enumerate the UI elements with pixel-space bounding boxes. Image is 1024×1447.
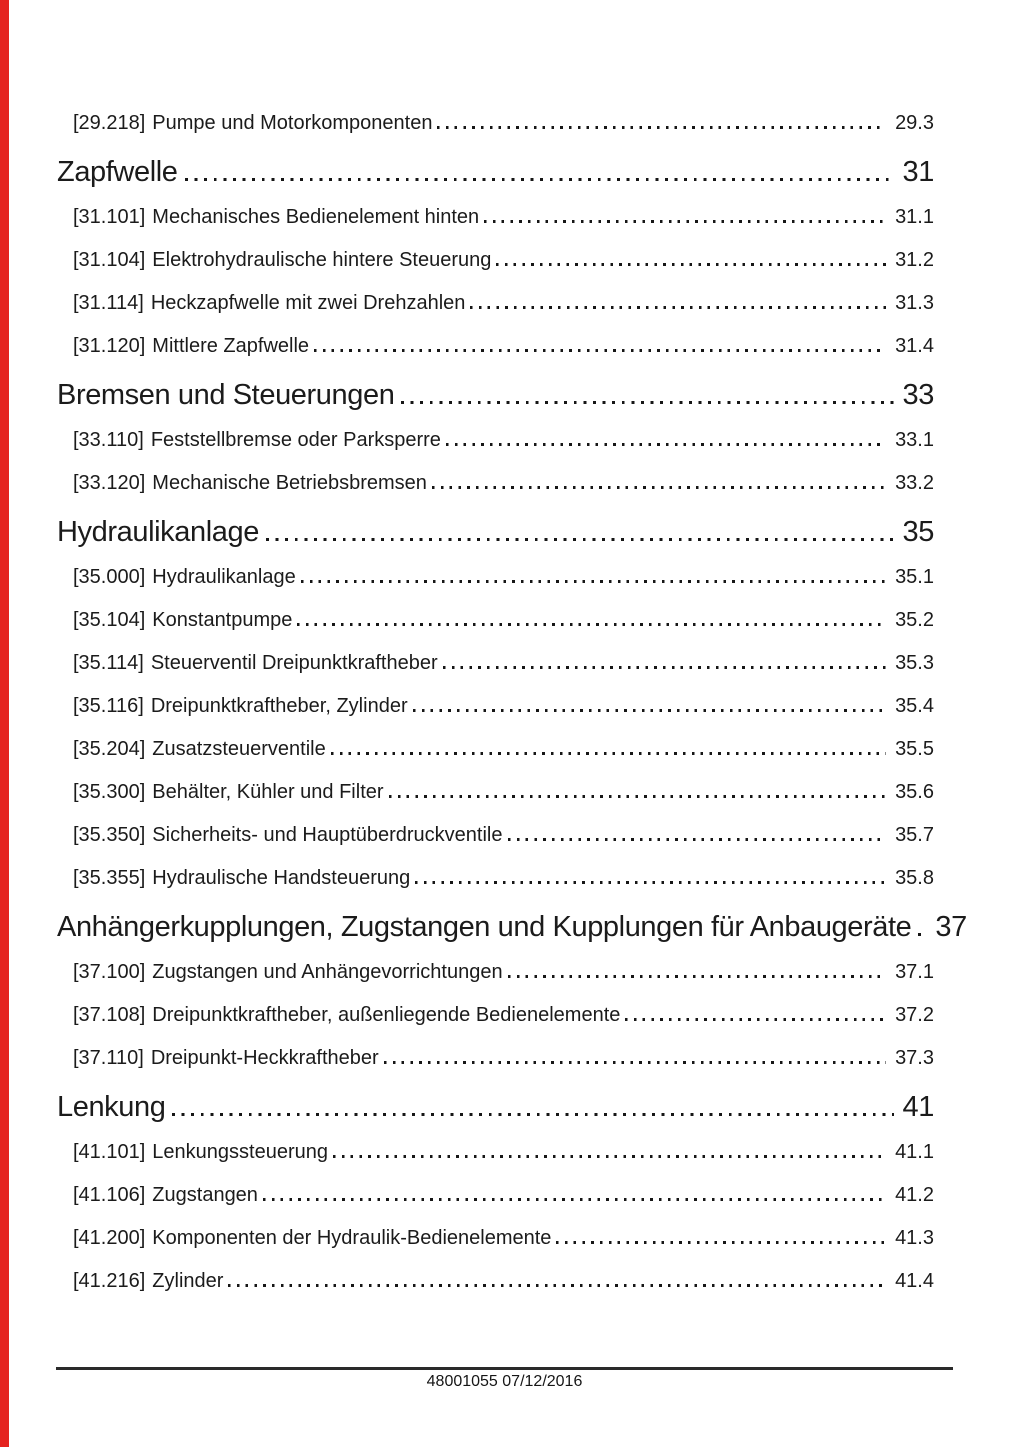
toc-entry-code: [37.108] <box>73 1004 146 1026</box>
toc-entry-row <box>57 824 934 846</box>
toc-leader-dots <box>470 306 886 309</box>
toc-row-label <box>73 824 503 846</box>
toc-chapter-row <box>57 910 967 944</box>
toc-entry-code: [41.200] <box>73 1227 146 1249</box>
toc-row-label <box>73 652 438 674</box>
toc-entry-row <box>57 1184 934 1206</box>
toc-row-label <box>73 1227 551 1249</box>
toc-leader-dots <box>415 881 886 884</box>
toc-leader-dots <box>263 1198 886 1201</box>
toc-leader-dots <box>333 1155 886 1158</box>
toc-entry-title: Mechanische Betriebsbremsen <box>152 472 427 494</box>
toc-entry-code: [31.114] <box>73 292 144 314</box>
toc-row-label <box>73 1004 620 1026</box>
toc-row-label <box>57 378 394 412</box>
toc-row-label <box>73 249 491 271</box>
toc-entry-code: [35.116] <box>73 695 144 717</box>
toc-leader-dots <box>508 838 887 841</box>
toc-page-number: 35.8 <box>895 867 934 889</box>
toc-entry-row <box>57 961 934 983</box>
toc-entry-code: [35.350] <box>73 824 146 846</box>
toc-row-label <box>73 335 309 357</box>
toc-page-number: 33.1 <box>895 429 934 451</box>
toc-page-number: 35.3 <box>895 652 934 674</box>
toc-entry-title: Komponenten der Hydraulik-Bedienelemente <box>152 1227 552 1249</box>
toc-page-number: 35.1 <box>895 566 934 588</box>
toc-chapter-title: Lenkung <box>57 1091 166 1123</box>
toc-page-number: 31 <box>902 156 934 188</box>
toc-entry-title: Sicherheits- und Hauptüberdruckventile <box>152 824 503 846</box>
toc-entry-title: Dreipunktkraftheber, außenliegende Bedienelemente <box>152 1004 621 1026</box>
toc-entry-title: Dreipunktkraftheber, Zylinder <box>150 695 408 717</box>
toc-entry-code: [41.101] <box>73 1141 146 1163</box>
toc-row-label <box>57 155 178 189</box>
toc-row-label <box>73 1270 223 1292</box>
toc-entry-title: Zugstangen <box>152 1184 258 1206</box>
toc-entry-row <box>57 652 934 674</box>
toc-entry-row <box>57 738 934 760</box>
toc-page-number: 31.1 <box>895 206 934 228</box>
toc-entry-title: Zusatzsteuerventile <box>152 738 326 760</box>
toc-row-label <box>73 566 296 588</box>
toc-entry-row <box>57 1004 934 1026</box>
toc-page-number: 37.1 <box>895 961 934 983</box>
toc-entry-title: Feststellbremse oder Parksperre <box>150 429 441 451</box>
toc-entry-title: Zylinder <box>152 1270 224 1292</box>
toc-entry-code: [33.110] <box>73 429 144 451</box>
toc-entry-row <box>57 1047 934 1069</box>
toc-row-label <box>73 1047 379 1069</box>
toc-page-number: 41.1 <box>895 1141 934 1163</box>
toc-leader-dots <box>413 709 886 712</box>
toc-leader-dots <box>443 666 886 669</box>
toc-page-number: 33 <box>902 379 934 411</box>
toc-chapter-row <box>57 155 934 189</box>
toc-entry-row <box>57 335 934 357</box>
toc-row-label <box>57 910 911 944</box>
toc-entry-row <box>57 1141 934 1163</box>
table-of-contents <box>57 112 967 1313</box>
toc-page-number: 41.3 <box>895 1227 934 1249</box>
toc-row-label <box>57 1090 165 1124</box>
toc-entry-row <box>57 472 934 494</box>
toc-chapter-row <box>57 515 934 549</box>
toc-leader-dots <box>301 580 886 583</box>
toc-leader-dots <box>484 220 886 223</box>
toc-entry-row <box>57 609 934 631</box>
toc-entry-title: Pumpe und Motorkomponenten <box>152 112 433 134</box>
toc-row-label <box>73 695 408 717</box>
toc-chapter-title: Bremsen und Steuerungen <box>57 379 395 411</box>
toc-entry-title: Heckzapfwelle mit zwei Drehzahlen <box>150 292 466 314</box>
toc-entry-title: Mechanisches Bedienelement hinten <box>152 206 480 228</box>
toc-entry-row <box>57 867 934 889</box>
toc-entry-code: [31.101] <box>73 206 146 228</box>
toc-row-label <box>73 781 384 803</box>
footer-document-number: 48001055 07/12/2016 <box>426 1373 583 1390</box>
toc-page-number: 31.2 <box>895 249 934 271</box>
toc-page-number: 41.4 <box>895 1270 934 1292</box>
toc-entry-title: Konstantpumpe <box>152 609 293 631</box>
toc-leader-dots <box>185 178 894 181</box>
toc-leader-dots <box>331 752 886 755</box>
toc-leader-dots <box>172 1113 893 1116</box>
toc-page-number: 31.4 <box>895 335 934 357</box>
toc-entry-row <box>57 695 934 717</box>
toc-entry-title: Mittlere Zapfwelle <box>152 335 310 357</box>
toc-chapter-title: Anhängerkupplungen, Zugstangen und Kupplungen für Anbaugeräte <box>57 911 912 943</box>
toc-entry-title: Zugstangen und Anhängevorrichtungen <box>152 961 503 983</box>
toc-entry-code: [35.355] <box>73 867 146 889</box>
toc-entry-code: [33.120] <box>73 472 146 494</box>
toc-row-label <box>57 515 259 549</box>
toc-entry-row <box>57 1270 934 1292</box>
toc-entry-title: Lenkungssteuerung <box>152 1141 328 1163</box>
toc-page-number: 33.2 <box>895 472 934 494</box>
toc-leader-dots <box>228 1284 886 1287</box>
toc-leader-dots <box>496 263 886 266</box>
toc-leader-dots <box>508 975 886 978</box>
toc-row-label <box>73 472 427 494</box>
toc-entry-code: [35.000] <box>73 566 146 588</box>
toc-entry-row <box>57 112 934 134</box>
toc-row-label <box>73 1184 258 1206</box>
toc-row-label <box>73 1141 328 1163</box>
toc-row-label <box>73 961 503 983</box>
toc-row-label <box>73 206 479 228</box>
toc-entry-title: Hydraulikanlage <box>152 566 296 588</box>
toc-entry-title: Behälter, Kühler und Filter <box>152 781 384 803</box>
toc-page-number: 37 <box>935 911 967 943</box>
toc-entry-title: Elektrohydraulische hintere Steuerung <box>152 249 492 271</box>
toc-page-number: 35.6 <box>895 781 934 803</box>
toc-leader-dots <box>446 443 886 446</box>
toc-entry-code: [31.104] <box>73 249 146 271</box>
toc-entry-code: [35.114] <box>73 652 144 674</box>
toc-entry-title: Hydraulische Handsteuerung <box>152 867 411 889</box>
toc-leader-dots <box>625 1018 886 1021</box>
toc-entry-code: [41.216] <box>73 1270 146 1292</box>
toc-leader-dots <box>432 486 886 489</box>
toc-row-label <box>73 867 410 889</box>
toc-page-number: 35.7 <box>895 824 934 846</box>
toc-chapter-row <box>57 378 934 412</box>
toc-page-number: 35.5 <box>895 738 934 760</box>
toc-leader-dots <box>266 538 894 541</box>
page-edge-stripe <box>0 0 9 1447</box>
toc-page-number: 35 <box>902 516 934 548</box>
toc-page-number: 41 <box>902 1091 934 1123</box>
toc-entry-code: [35.300] <box>73 781 146 803</box>
toc-page-number: 35.4 <box>895 695 934 717</box>
toc-entry-row <box>57 206 934 228</box>
toc-entry-row <box>57 1227 934 1249</box>
toc-leader-dots <box>384 1061 886 1064</box>
toc-chapter-title: Hydraulikanlage <box>57 516 259 548</box>
toc-page-number: 31.3 <box>895 292 934 314</box>
toc-page-number: 37.2 <box>895 1004 934 1026</box>
toc-entry-row <box>57 429 934 451</box>
toc-leader-dots <box>401 401 893 404</box>
toc-entry-row <box>57 781 934 803</box>
toc-entry-code: [37.100] <box>73 961 146 983</box>
toc-chapter-row <box>57 1090 934 1124</box>
toc-leader-dots <box>918 933 926 936</box>
toc-entry-row <box>57 292 934 314</box>
toc-row-label <box>73 429 441 451</box>
toc-entry-code: [41.106] <box>73 1184 146 1206</box>
toc-entry-code: [35.204] <box>73 738 146 760</box>
toc-page-number: 35.2 <box>895 609 934 631</box>
toc-page-number: 29.3 <box>895 112 934 134</box>
footer-rule <box>56 1367 953 1370</box>
toc-entry-row <box>57 566 934 588</box>
toc-entry-code: [29.218] <box>73 112 146 134</box>
toc-leader-dots <box>389 795 887 798</box>
toc-page-number: 37.3 <box>895 1047 934 1069</box>
toc-entry-title: Dreipunkt-Heckkraftheber <box>150 1047 379 1069</box>
toc-page-number: 41.2 <box>895 1184 934 1206</box>
toc-row-label <box>73 609 292 631</box>
toc-leader-dots <box>556 1241 886 1244</box>
toc-leader-dots <box>314 349 886 352</box>
toc-entry-row <box>57 249 934 271</box>
toc-row-label <box>73 112 432 134</box>
toc-chapter-title: Zapfwelle <box>57 156 178 188</box>
toc-row-label <box>73 292 465 314</box>
toc-entry-code: [31.120] <box>73 335 146 357</box>
toc-leader-dots <box>437 126 886 129</box>
toc-entry-title: Steuerventil Dreipunktkraftheber <box>150 652 438 674</box>
toc-row-label <box>73 738 326 760</box>
toc-leader-dots <box>297 623 886 626</box>
toc-entry-code: [37.110] <box>73 1047 144 1069</box>
toc-entry-code: [35.104] <box>73 609 146 631</box>
